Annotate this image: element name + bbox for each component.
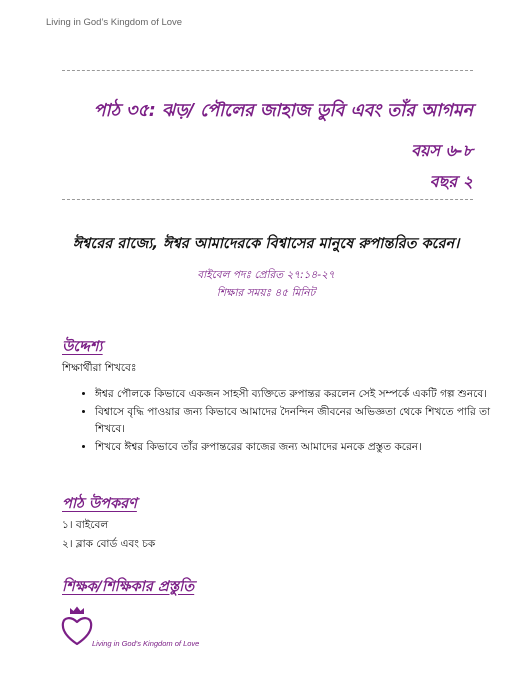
lesson-title: পাঠ ৩৫: ঝড়/ পৌলের জাহাজ ডুবি এবং তাঁর আগমন: [93, 101, 473, 121]
preparation-heading: শিক্ষক/শিক্ষিকার প্রস্তুতি: [62, 579, 195, 595]
objectives-heading: উদ্দেশ্য: [62, 339, 103, 355]
age-range: বয়স ৬-৮: [411, 141, 473, 160]
heart-crown-logo-icon: [61, 605, 93, 649]
divider-bottom: [62, 199, 473, 200]
footer-logo-text: Living in God's Kingdom of Love: [92, 639, 200, 648]
objective-item: • শিখবে ঈশ্বর কিভাবে তাঁর রুপান্তরের কাজের জন্য আমাদের মনকে প্রস্তুত করেন।: [95, 439, 515, 456]
lesson-theme: ঈশ্বরের রাজ্যে, ঈশ্বর আমাদেরকে বিশ্বাসের মানুষে রুপান্তরিত করেন।: [72, 236, 460, 252]
year-label: বছর ২: [429, 172, 473, 191]
material-item: ২। ব্লাক বোর্ড এবং চক: [62, 538, 156, 550]
material-item: ১। বাইবেল: [62, 519, 109, 531]
materials-heading: পাঠ উপকরণ: [62, 496, 137, 512]
divider-top: [62, 70, 473, 71]
objectives-list: [62, 386, 515, 457]
lesson-time: শিক্ষার সময়ঃ ৪৫ মিনিট: [216, 287, 316, 299]
header-title: Living in God’s Kingdom of Love: [46, 17, 183, 28]
objective-item: • ঈশ্বর পৌলকে কিভাবে একজন সাহসী ব্যক্তিতে রুপান্তর করলেন সেই সম্পর্কে একটি গল্প শুনবে।: [95, 386, 515, 403]
bible-passage: বাইবেল পদঃ প্রেরিত ২৭:১৪-২৭: [197, 269, 335, 281]
objectives-intro: শিক্ষার্থীরা শিখবেঃ: [62, 362, 137, 374]
objective-item: • বিশ্বাসে বৃদ্ধি পাওয়ার জন্য কিভাবে আমাদের দৈনন্দিন জীবনের অভিজ্ঞতা থেকে শিখতে পারি তা শিখবে।: [95, 404, 515, 438]
